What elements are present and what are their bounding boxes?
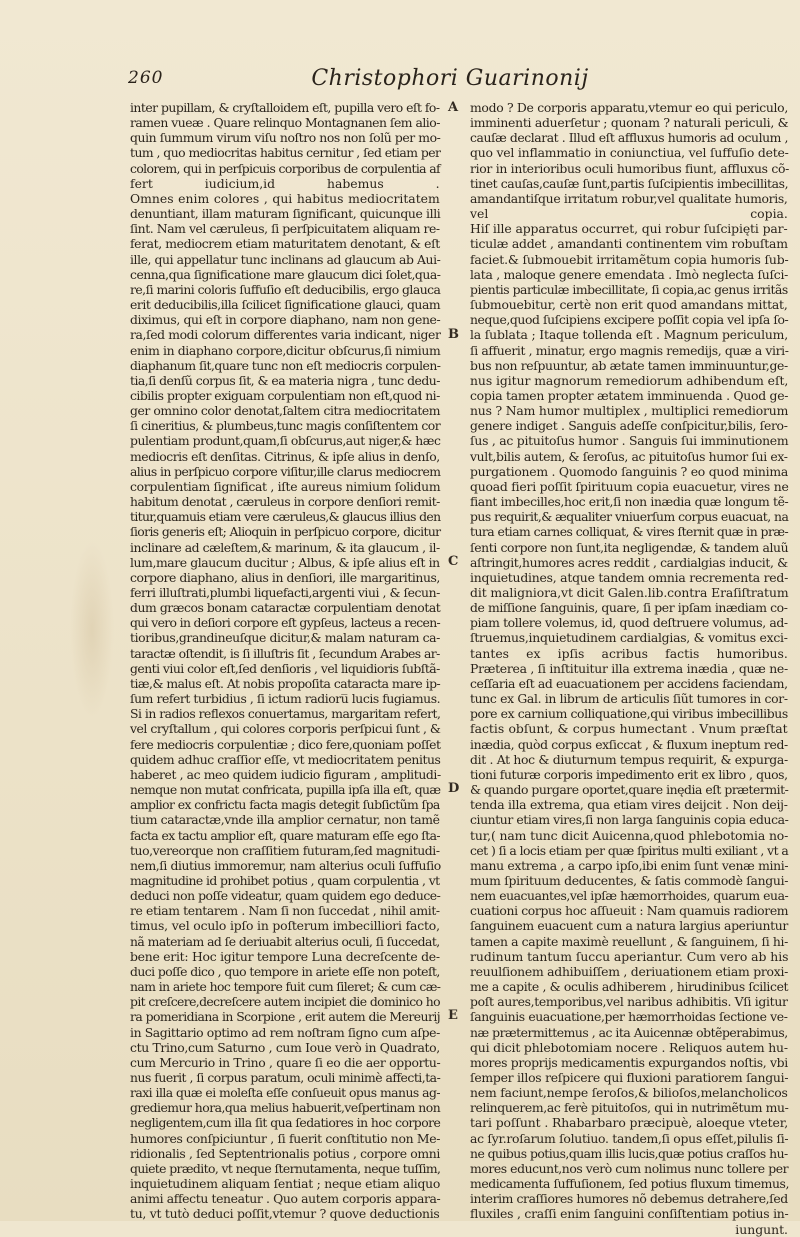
text-line: ſemper illos reſpicere qui fluxioni paratiorem ſangui- [470,1070,789,1085]
text-line: tu, vt tutò deduci poſſit,vtemur ? quove deductionis [130,1206,440,1222]
text-line: ſenti corpore non ſunt,ita negligendæ, & tandem aluũ [470,539,789,555]
text-line: pientis particulæ imbecillitate, ſi copia,ac genus irritãs [470,281,788,297]
text-line: aſtringit,humores acres reddit , cardialgias inducit, & [470,554,788,570]
text-line: dit . At hoc & diuturnum tempus requirit, & expurga- [470,751,788,767]
text-line: tura etiam carnes colliquat, & vires ſternit quæ in præ- [470,524,789,540]
text-line: poſt aures,temporibus,vel naribus adhibitis. Vſi igitur [470,994,788,1010]
page-header [120,68,780,98]
text-line: nus igitur magnorum remediorum adhibendum eſt, [470,372,789,388]
text-line: vel copia. [470,206,788,222]
text-line: in Sagittario optimo ad rem noſtram ſigno cum aſpe- [130,1024,440,1040]
text-line: haberet , ac meo quidem iudicio figuram , amplitudi- [130,766,441,782]
text-line: modo ? De corporis apparatu,vtemur eo qui periculo, [470,100,788,115]
text-line: & quando purgare oportet,quare inędia eſt prætermit- [470,782,789,798]
text-line: ra pomeridiana in Scorpione , erit autem die Mereurij [130,1009,441,1025]
text-line: quoad fieri poſſit ſpirituum copia euacuetur, vires ne [470,478,789,494]
text-line: tur,( nam tunc dicit Auicenna,quod phlebotomia no- [470,827,789,843]
text-line: titur,quamuis etiam vere cæruleus,& glaucus illius den [130,509,441,525]
text-line: nus fuerit , ſi corpus paratum, oculi minimè affecti,ta- [130,1070,441,1085]
text-line: diaphanum ſit,quare tunc non eſt mediocris corpulen- [130,357,441,373]
text-line: ne quibus potius,quam illis lucis,quæ potius craſſos hu- [470,1145,788,1161]
text-line: fert iudicium,id habemus . [130,175,440,191]
text-line: tuo,vereorque non craſſitiem futuram,ſed magnitudi- [130,842,440,858]
text-line: ramen vueæ . Quare relinquo Montagnanen ſem alio- [130,115,440,131]
text-line: inclinare ad cæleſtem,& marinum, & ita glaucum , il- [130,539,440,555]
text-line: mediocris eſt denſitas. Citrinus, & ipſe alius in denſo, [130,448,440,464]
text-line: dit maligniora,vt dicit Galen.lib.contra Eraſiſtratum [470,585,789,600]
margin-markers [440,100,470,1210]
text-line: tioni futuræ corporis impedimento erit ex libro , quos, [470,766,788,782]
text-line: medicamenta ſuffuſionem, ſed potius fluxum timemus, [470,1176,789,1192]
text-line: bene erit: Hoc igitur tempore Luna decreſcente de- [130,948,440,964]
text-line: quo vel inflammatio in coniunctiua, vel ſuffuſio dete- [470,145,789,161]
text-line: nem euacuantes,vel ipſæ hæmorrhoides, quarum eua- [470,888,789,904]
text-line: ille, qui appellatur tunc inclinans ad glaucum ab Aui- [130,251,441,267]
text-line: de miſſione ſanguinis, quare, ſi per ipſam inædiam co- [470,600,788,616]
text-line: lata , maloque genere emendata . Imò neglecta ſuſci- [470,266,789,282]
text-line: tioribus,grandineuſque dicitur,& malam naturam ca- [130,630,440,646]
text-line: la ſublata ; Itaque tollenda eſt . Magnum periculum, [470,327,789,343]
text-line: nemque non mutat confricata, pupilla ipſa illa eſt, quæ [130,782,441,798]
text-line: nam in ariete hoc tempore fuit cum ſileret; & cum cæ- [130,979,441,995]
text-line: tantes ex ipſis acribus factis humoribus. [470,645,788,661]
margin-marker-e: E [448,1008,458,1023]
text-line: nem,ſi diutius immoremur, nam alterius oculi ſuffuſio [130,857,441,873]
page-number: 260 [128,68,164,88]
text-line: quiete prædito, vt neque ſternutamenta, neque tuſſim, [130,1160,441,1176]
text-line: Hiſ ille apparatus occurret, qui robur ſuſcipięti par- [470,221,788,237]
text-line: facta ex tactu amplior eſt, quare maturam eſſe ego ſta- [130,827,440,843]
margin-marker-a: A [448,100,459,115]
text-line: genere indiget . Sanguis adeſſe conſpicitur,bilis, ſero- [470,418,788,434]
text-line: inædia, quòd corpus exſiccat , & fluxum ineptum red- [470,736,788,752]
text-line: mum ſpirituum deducentes, & ſatis commodè ſangui- [470,872,789,888]
text-line: neque,quod ſuſcipiens excipere poſſit copia vel ipſa ſo- [470,312,789,328]
catchword: iungunt. [735,1221,788,1237]
text-line: ferat, mediocrem etiam maturitatem denotant, & eſt [130,236,440,252]
text-line: re,ſi marini coloris ſuffuſio eſt deducibilis, ergo glauca [130,281,441,297]
text-line: bus non reſpuuntur, ab ætate tamen imminuuntur,ge- [470,357,788,373]
text-line: ac ſyr.roſarum ſolutiuo. tandem,ſi opus eſſet,pilulis ſi- [470,1130,789,1146]
text-line: factis obſunt, & corpus humectant . Vnum præſtat [470,721,788,737]
text-line: Præterea , ſi inſtituitur illa extrema inædia , quæ ne- [470,660,788,676]
text-line: ſanguinis euacuatione,per hæmorrhoidas ſectione ve- [470,1009,788,1025]
text-line: deduci non poſſe videatur, quam quidem ego deduce- [130,888,441,904]
text-line: ridionalis , ſed Septentrionalis potius , corpore omni [130,1145,441,1161]
text-line: tari poſſunt . Rhabarbaro præcipuè, aloeque vteter, [470,1115,789,1131]
text-line: taractæ oſtendit, is ſi illuſtris ſit , ſecundum Arabes ar- [130,645,440,661]
text-line: cibilis propter exiguam corpulentiam non eſt,quod ni- [130,387,440,403]
right-text-column [470,100,790,1237]
text-line: reuulſionem adhibuiſſem , deriuationem etiam proxi- [470,963,789,979]
text-line: ctu Trino,cum Saturno , cum Ioue verò in Quadrato, [130,1039,440,1055]
text-line: cauſæ declarat . Illud eſt affluxus humoris ad oculum , [470,130,788,146]
text-line: cet ) ſi a locis etiam per quæ ſpiritus multi exiliant , vt a [470,842,789,858]
text-line: nã materiam ad ſe deriuabit alterius oculi, ſi ſuccedat, [130,933,440,949]
text-line: manu extrema , a carpo ipſo,ibi enim ſunt venæ mini- [470,857,789,873]
text-line: næ prætermittemus , ac ita Auicennæ obtẽperabimus, [470,1024,788,1040]
text-line: cuationi corpus hoc aſſueuit : Nam quamuis radiorem [470,903,789,919]
text-line: amplior ex confrictu facta magis detegit ſubſictũm ſpa [130,797,440,813]
text-line: ra,ſed modi colorum differentes varia indicant, niger [130,327,441,343]
text-line: interim craſſiores humores nõ debemus detrahere,ſed [470,1191,788,1207]
text-line: cenna,qua ſignificatione mare glaucum dici ſolet,qua- [130,266,441,282]
text-line: fluxiles , craſſi enim ſanguini conſiſtentiam potius in- [470,1206,789,1222]
text-line: faciet.& ſubmouebit irritamẽtum copia humoris ſub- [470,251,789,267]
text-line: tiæ,& malus eſt. At nobis propoſita cataracta mare ip- [130,675,441,691]
text-line: quidem adhuc craſſior eſſe, vt mediocritatem penitus [130,751,441,767]
text-line: amandantiſque irritatum robur,vel qualitate humoris, [470,190,788,206]
text-line: rudinum tantum ſuccu aperiantur. Cum vero ab his [470,948,789,964]
text-line: vult,bilis autem, & ſeroſus, ac pituitoſus humor ſui ex- [470,448,788,464]
left-text-column [130,100,441,1222]
text-line: re etiam tentarem . Nam ſi non ſuccedat , nihil amit- [130,903,440,919]
text-line: pore ex carnium colliquatione,qui viribus imbecillibus [470,706,788,722]
text-line: enim in diaphano corpore,dicitur obſcurus,ſi nimium [130,342,441,358]
text-line: inter pupillam, & cryſtalloidem eſt, pupilla vero eſt fo- [130,100,440,115]
text-line: ſint. Nam vel cæruleus, ſi perſpicuitatem aliquam re- [130,221,440,237]
text-line: cum Mercurio in Trino , quare ſi eo die aer opportu- [130,1054,441,1070]
text-line: genti viui color eſt,ſed denſioris , vel liquidioris ſubſtã- [130,660,440,676]
text-line: tenda illa extrema, qua etiam vires deijcit . Non deij- [470,797,788,813]
text-line: ceſſaria eſt ad euacuationem per accidens faciendam, [470,675,788,691]
text-line: raxi illa quæ ei moleſta eſſe conſueuit opus manus ag- [130,1085,441,1101]
text-line: me a capite , & oculis adhiberem , hirudinibus ſcilicet [470,979,789,995]
text-line: pus requirit,& æqualiter vniuerſum corpus euacuat, na [470,509,789,525]
text-line: ger omnino color denotat,ſaltem citra mediocritatem [130,403,441,419]
margin-marker-b: B [448,327,459,342]
margin-marker-d: D [448,781,460,796]
text-line: pit creſcere,decreſcere autem incipiet die dominico ho [130,994,440,1010]
text-line: tum , quo mediocritas habitus cernitur , ſed etiam per [130,145,441,161]
text-line: ciuntur etiam vires,ſi non larga ſanguinis copia educa- [470,812,789,828]
text-line: ticulæ addet , amandanti continentem vim robuſtam [470,236,788,252]
text-line: ſtruemus,inquietudinem cardialgias, & vomitus exci- [470,630,788,646]
text-line: tium cataractæ,vnde illa amplior cernatur, non tamẽ [130,812,440,828]
text-line: nus ? Nam humor multiplex , multiplici remediorum [470,403,789,419]
text-line: ſum refert turbidius , ſi ictum radioru̅ lucis fugiamus. [130,691,441,707]
text-line: mores educunt,nos verò cum nolimus nunc tollere per [470,1160,789,1176]
text-line: qui dicit phlebotomiam nocere . Reliquos autem hu- [470,1039,788,1055]
text-line: tia,ſi denſũ corpus ſit, & ea materia nigra , tunc dedu- [130,372,440,388]
text-line: purgationem . Quomodo ſanguinis ? eo quod minima [470,463,788,479]
text-line: diximus, qui eſt in corpore diaphano, nam non gene- [130,312,441,328]
text-line: grediemur hora,qua melius habuerit,veſpertinam non [130,1100,441,1116]
text-line: fiant imbecilles,hoc erit,ſi non inædia quæ longum tẽ- [470,494,789,510]
text-line: imminenti aduerſetur ; quonam ? naturali periculi, & [470,115,789,131]
text-line: alius in perſpicuo corpore viſitur,ille clarus mediocrem [130,463,441,479]
text-line: erit deducibilis,illa ſcilicet ſignificatione glauci, quam [130,297,441,313]
text-line: ſioris generis eſt; Alioquin in perſpicuo corpore, dicitur [130,524,441,540]
text-line: corpulentiam ſignificat , iſte aureus nimium ſolidum [130,478,441,494]
text-line: nem faciunt,nempe ſeroſos,& bilioſos,melancholicos [470,1085,788,1101]
text-line: ſus , ac pituitoſus humor . Sanguis ſui imminutionem [470,433,789,449]
text-line: fere mediocris corpulentiæ ; dico fere,quoniam poſſet [130,736,441,752]
text-line: corpore diaphano, alius in denſiori, ille margaritinus, [130,569,440,585]
text-line: ſi cineritius, & plumbeus,tunc magis conſiſtentem cor [130,418,441,434]
text-line: relinquerem,ac ferè pituitoſos, qui in nutrimẽtum mu- [470,1100,789,1116]
text-line: qui vero in deſiori corpore eſt gypſeus, lacteus a recen- [130,615,441,631]
text-line: piam tollere volemus, id, quod deſtruere volumus, ad- [470,615,788,631]
text-line: ſubmouebitur, certè non erit quod amandans mittat, [470,297,788,313]
text-line: animi affectu teneatur . Quo autem corporis appara- [130,1191,441,1207]
text-line: tunc ex Gal. in librum de articulis ſiũt tumores in cor- [470,691,788,707]
text-line: ſi affuerit , minatur, ergo magnis remedijs, quæ a viri- [470,342,789,358]
text-line: humores conſpiciuntur , ſi fuerit conſtitutio non Me- [130,1130,441,1146]
text-line: lum,mare glaucum ducitur ; Albus, & ipſe alius eſt in [130,554,440,570]
text-line: tinet cauſas,cauſæ ſunt,partis ſuſcipientis imbecillitas, [470,175,789,191]
text-line: duci poſſe dico , quo tempore in ariete eſſe non poteſt, [130,963,440,979]
text-line: magnitudine id prohibet potius , quam corpulentia , vt [130,872,440,888]
text-line: ſanguinem euacuent cum a natura largius aperiuntur [470,918,789,934]
text-line: copia tamen propter ætatem imminuenda . Quod ge- [470,387,789,403]
text-line: ferri illuſtrati,plumbi liquefacti,argenti viui , & ſecun- [130,585,440,600]
text-line: pulentiam produnt,quam,ſi obſcurus,aut niger,& hæc [130,433,441,449]
text-line: denuntiant, illam maturam ſignificant, quicunque illi [130,206,441,222]
text-line: mores proprijs medicamentis expurgandos noſtis, vbi [470,1054,788,1070]
text-line: Si in radios reflexos conuertamus, margaritam refert, [130,706,441,722]
text-line: Omnes enim colores , qui habitus mediocritatem [130,190,440,206]
margin-marker-c: C [448,554,459,569]
text-line: habitum denotat , cæruleus in corpore denſiori remit- [130,494,440,510]
text-line: vel cryſtallum , qui colores corporis perſpicui ſunt , & [130,721,441,737]
text-line: inquietudines, atque tandem omnia recrementa red- [470,569,789,585]
running-title: Christophori Guarinonij [311,66,589,91]
text-line: colorem, qui in perſpicuis corporibus de corpulentia af [130,160,441,176]
text-line: rior in interioribus oculi humoribus fiunt, affluxus cõ- [470,160,790,176]
text-line: quin ſummum virum viſu noſtro nos non ſolũ per mo- [130,130,441,146]
text-line: negligentem,cum illa ſit qua ſedatiores in hoc corpore [130,1115,441,1131]
text-line: tamen a capite maximè reuellunt , & ſanguinem, ſi hi- [470,933,788,949]
text-line: dum græcos bonam cataractæ corpulentiam denotat [130,600,441,616]
text-line: timus, vel oculo ipſo in poſterum imbecilliori facto, [130,918,440,934]
paper-stain [70,540,114,720]
text-line: inquietudinem aliquam ſentiat ; neque etiam aliquo [130,1176,441,1192]
